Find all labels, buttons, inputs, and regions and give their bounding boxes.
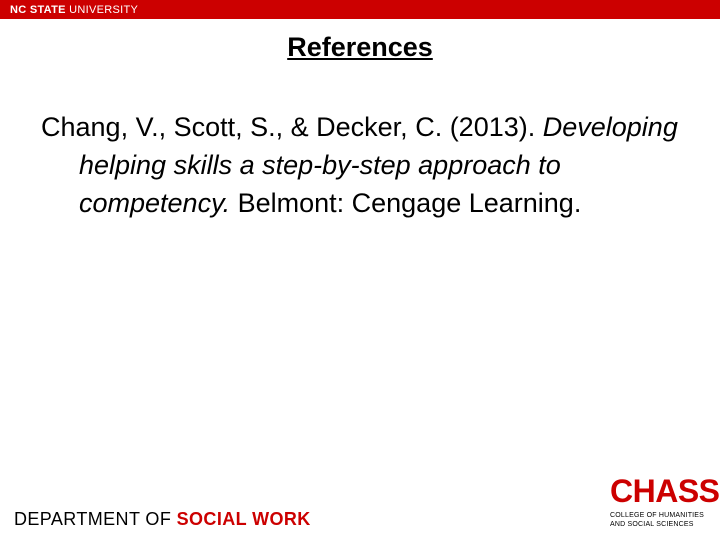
logo-rest-text: UNIVERSITY (65, 3, 139, 16)
university-header-bar (0, 0, 720, 19)
chass-logo (610, 473, 720, 529)
reference-entry (41, 108, 719, 222)
chass-wordmark: CHASS (610, 473, 720, 509)
chass-subtitle (610, 511, 710, 529)
chass-subtitle-line1: COLLEGE OF HUMANITIES (610, 512, 705, 519)
department-prefix: DEPARTMENT OF (14, 509, 177, 529)
reference-publisher: Belmont: Cengage Learning. (230, 188, 582, 218)
department-accent: SOCIAL WORK (176, 509, 311, 529)
chass-subtitle-line2: AND SOCIAL SCIENCES (610, 521, 694, 528)
reference-book-title: Developing helping skills a step-by-step approach to competency. (79, 112, 678, 218)
slide-title (0, 32, 720, 63)
department-footer (14, 509, 311, 530)
reference-authors: Chang, V., Scott, S., & Decker, C. (2013). (41, 112, 543, 142)
nc-state-logo (10, 4, 138, 16)
logo-bold-text: NC STATE (10, 3, 66, 16)
slide-title-text: References (287, 32, 433, 62)
